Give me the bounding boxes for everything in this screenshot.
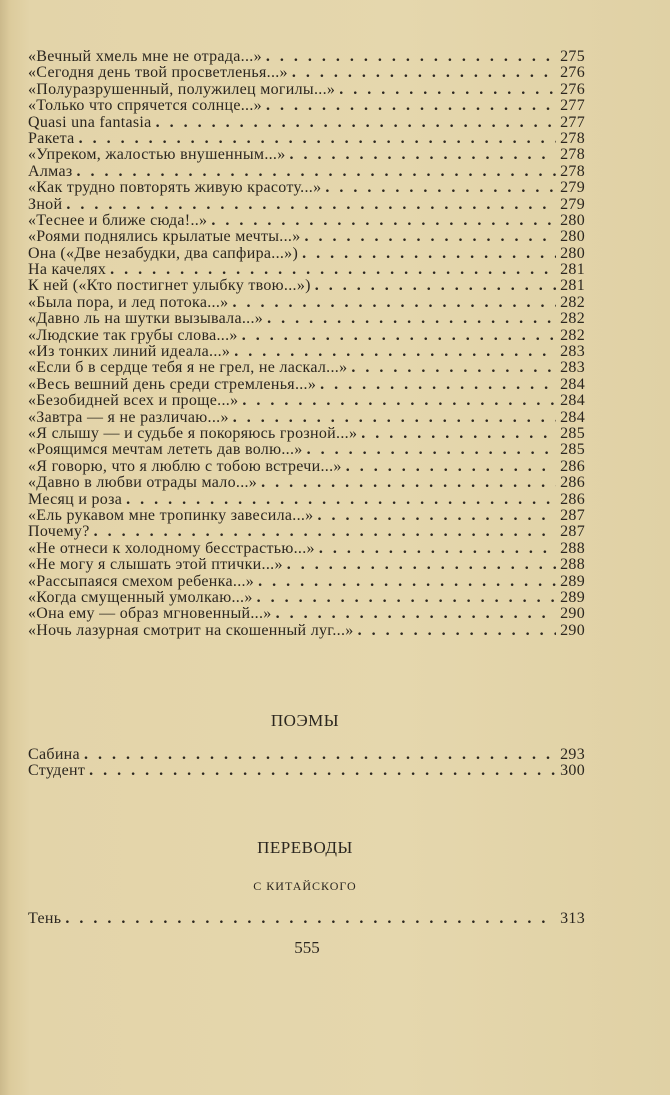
dot-leader [126, 492, 556, 508]
dot-leader [79, 131, 557, 147]
dot-leader [94, 524, 556, 540]
dot-leader [290, 147, 557, 163]
toc-entry [28, 229, 585, 245]
entry-page: 276 [560, 80, 585, 98]
dot-leader [234, 344, 556, 360]
toc-entry [28, 344, 585, 360]
toc-entry [28, 492, 585, 508]
entry-title: «Когда смущенный умолкаю...» [28, 588, 253, 606]
dot-leader [267, 311, 556, 327]
dot-leader [257, 590, 556, 606]
toc-entry [28, 557, 585, 573]
toc-translations-list [28, 911, 585, 927]
toc-entry [28, 606, 585, 622]
entry-title: «Полуразрушенный, полужилец могилы...» [28, 80, 336, 98]
entry-title: «Людские так грубы слова...» [28, 326, 238, 344]
entry-page: 290 [560, 605, 585, 623]
toc-entry [28, 524, 585, 540]
toc-entry [28, 360, 585, 376]
entry-title: «Весь вешний день среди стремленья...» [28, 375, 317, 393]
dot-leader [89, 763, 556, 779]
entry-page: 285 [560, 441, 585, 459]
dot-leader [110, 262, 556, 278]
entry-title: Зной [28, 195, 63, 213]
entry-title: «Не отнеси к холодному бесстрастью...» [28, 539, 315, 557]
entry-page: 282 [560, 293, 585, 311]
toc-entry [28, 262, 585, 278]
toc-entry [28, 508, 585, 524]
dot-leader [315, 278, 556, 294]
toc-entry [28, 246, 585, 262]
toc-entry [28, 82, 585, 98]
entry-page: 280 [560, 244, 585, 262]
dot-leader [361, 426, 556, 442]
entry-page: 280 [560, 211, 585, 229]
entry-page: 278 [560, 129, 585, 147]
dot-leader [66, 197, 556, 213]
entry-page: 275 [560, 48, 585, 65]
dot-leader [287, 557, 556, 573]
entry-page: 281 [560, 277, 585, 295]
entry-page: 282 [560, 310, 585, 328]
entry-title: «Не могу я слышать этой птички...» [28, 556, 283, 574]
entry-title: «Рассыпаяся смехом ребенка...» [28, 572, 255, 590]
entry-title: «Давно ль на шутки вызывала...» [28, 310, 264, 328]
dot-leader [258, 574, 556, 590]
entry-title: Алмаз [28, 162, 73, 180]
entry-page: 286 [560, 490, 585, 508]
entry-title: «Она ему — образ мгновенный...» [28, 605, 272, 623]
entry-title: Тень [28, 910, 62, 927]
toc-entry [28, 426, 585, 442]
toc-entry [28, 180, 585, 196]
dot-leader [305, 229, 557, 245]
toc-entry [28, 459, 585, 475]
toc-entry [28, 115, 585, 131]
entry-title: «Я говорю, что я люблю с тобою встречи...» [28, 457, 342, 475]
entry-title: «Вечный хмель мне не отрада...» [28, 48, 262, 65]
toc-entry [28, 747, 585, 763]
toc-entry [28, 475, 585, 491]
dot-leader [266, 49, 556, 65]
entry-title: Почему? [28, 523, 90, 541]
entry-title: «Ночь лазурная смотрит на скошенный луг...» [28, 621, 354, 639]
dot-leader [65, 911, 556, 927]
entry-page: 283 [560, 343, 585, 361]
entry-title: «Теснее и ближе сюда!..» [28, 211, 208, 229]
toc-entry [28, 911, 585, 927]
entry-title: «Только что спрячется солнце...» [28, 97, 262, 115]
toc-entry [28, 410, 585, 426]
section-subheading-chinese: С КИТАЙСКОГО [253, 879, 357, 893]
entry-page: 282 [560, 326, 585, 344]
entry-page: 283 [560, 359, 585, 377]
entry-page: 281 [560, 261, 585, 279]
entry-page: 280 [560, 228, 585, 246]
entry-title: «Безобидней всех и проще...» [28, 392, 239, 410]
entry-page: 288 [560, 539, 585, 557]
dot-leader [276, 606, 557, 622]
entry-title: «Была пора, и лед потока...» [28, 293, 229, 311]
entry-title: «Ель рукавом мне тропинку завесила...» [28, 506, 314, 524]
dot-leader [307, 442, 557, 458]
section-heading-poems: ПОЭМЫ [270, 711, 340, 730]
entry-page: 287 [560, 506, 585, 524]
entry-page: 284 [560, 375, 585, 393]
dot-leader [242, 393, 556, 409]
dot-leader [266, 98, 556, 114]
entry-title: «Как трудно повторять живую красоту...» [28, 179, 322, 197]
entry-title: «Давно в любви отрады мало...» [28, 474, 258, 492]
entry-title: Quasi una fantasia [28, 113, 152, 131]
entry-title: Сабина [28, 746, 80, 763]
dot-leader [319, 541, 556, 557]
entry-page: 313 [560, 910, 585, 927]
dot-leader [325, 180, 556, 196]
entry-page: 279 [560, 195, 585, 213]
entry-page: 289 [560, 572, 585, 590]
toc-entry [28, 197, 585, 213]
toc-entry [28, 590, 585, 606]
toc-entry [28, 213, 585, 229]
toc-entry [28, 131, 585, 147]
toc-entry [28, 328, 585, 344]
toc-entry [28, 393, 585, 409]
toc-entry [28, 623, 585, 639]
entry-page: 278 [560, 146, 585, 164]
dot-leader [339, 82, 556, 98]
dot-leader [76, 164, 556, 180]
entry-page: 276 [560, 64, 585, 82]
entry-page: 286 [560, 474, 585, 492]
entry-page: 290 [560, 621, 585, 639]
toc-entry [28, 311, 585, 327]
toc-lyrics-list [28, 49, 585, 639]
dot-leader [233, 410, 556, 426]
dot-leader [318, 508, 557, 524]
toc-entry [28, 147, 585, 163]
dot-leader [84, 747, 556, 763]
entry-page: 284 [560, 408, 585, 426]
entry-page: 288 [560, 556, 585, 574]
entry-title: Студент [28, 762, 86, 780]
entry-page: 284 [560, 392, 585, 410]
toc-entry [28, 377, 585, 393]
page-number: 555 [294, 938, 320, 957]
section-heading-translations: ПЕРЕВОДЫ [257, 838, 353, 857]
toc-entry [28, 763, 585, 779]
toc-entry [28, 49, 585, 65]
entry-title: «Упреком, жалостью внушенным...» [28, 146, 286, 164]
entry-page: 293 [560, 746, 585, 763]
entry-title: Она («Две незабудки, два сапфира...») [28, 244, 299, 262]
entry-title: «Из тонких линий идеала...» [28, 343, 231, 361]
dot-leader [292, 65, 556, 81]
entry-page: 285 [560, 424, 585, 442]
dot-leader [242, 328, 556, 344]
entry-page: 278 [560, 162, 585, 180]
dot-leader [261, 475, 556, 491]
entry-title: «Если б в сердце тебя я не грел, не ласкал...» [28, 359, 348, 377]
entry-page: 277 [560, 97, 585, 115]
dot-leader [320, 377, 556, 393]
entry-page: 277 [560, 113, 585, 131]
toc-poems-list [28, 747, 585, 780]
entry-page: 300 [560, 762, 585, 780]
entry-page: 279 [560, 179, 585, 197]
toc-entry [28, 442, 585, 458]
entry-title: «Я слышу — и судьбе я покоряюсь грозной...» [28, 424, 358, 442]
entry-title: К ней («Кто постигнет улыбку твою...») [28, 277, 311, 295]
dot-leader [346, 459, 556, 475]
dot-leader [156, 115, 557, 131]
entry-title: «Роящимся мечтам лететь дав волю...» [28, 441, 303, 459]
entry-page: 286 [560, 457, 585, 475]
toc-entry [28, 65, 585, 81]
toc-entry [28, 278, 585, 294]
dot-leader [232, 295, 556, 311]
entry-page: 289 [560, 588, 585, 606]
toc-entry [28, 574, 585, 590]
toc-entry [28, 541, 585, 557]
entry-title: «Роями поднялись крылатые мечты...» [28, 228, 301, 246]
entry-title: «Завтра — я не различаю...» [28, 408, 229, 426]
entry-title: На качелях [28, 261, 107, 279]
dot-leader [211, 213, 556, 229]
entry-page: 287 [560, 523, 585, 541]
toc-entry [28, 295, 585, 311]
dot-leader [302, 246, 556, 262]
dot-leader [351, 360, 556, 376]
entry-title: «Сегодня день твой просветленья...» [28, 64, 288, 82]
entry-title: Месяц и роза [28, 490, 123, 508]
entry-title: Ракета [28, 129, 75, 147]
dot-leader [358, 623, 557, 639]
toc-entry [28, 164, 585, 180]
toc-entry [28, 98, 585, 114]
